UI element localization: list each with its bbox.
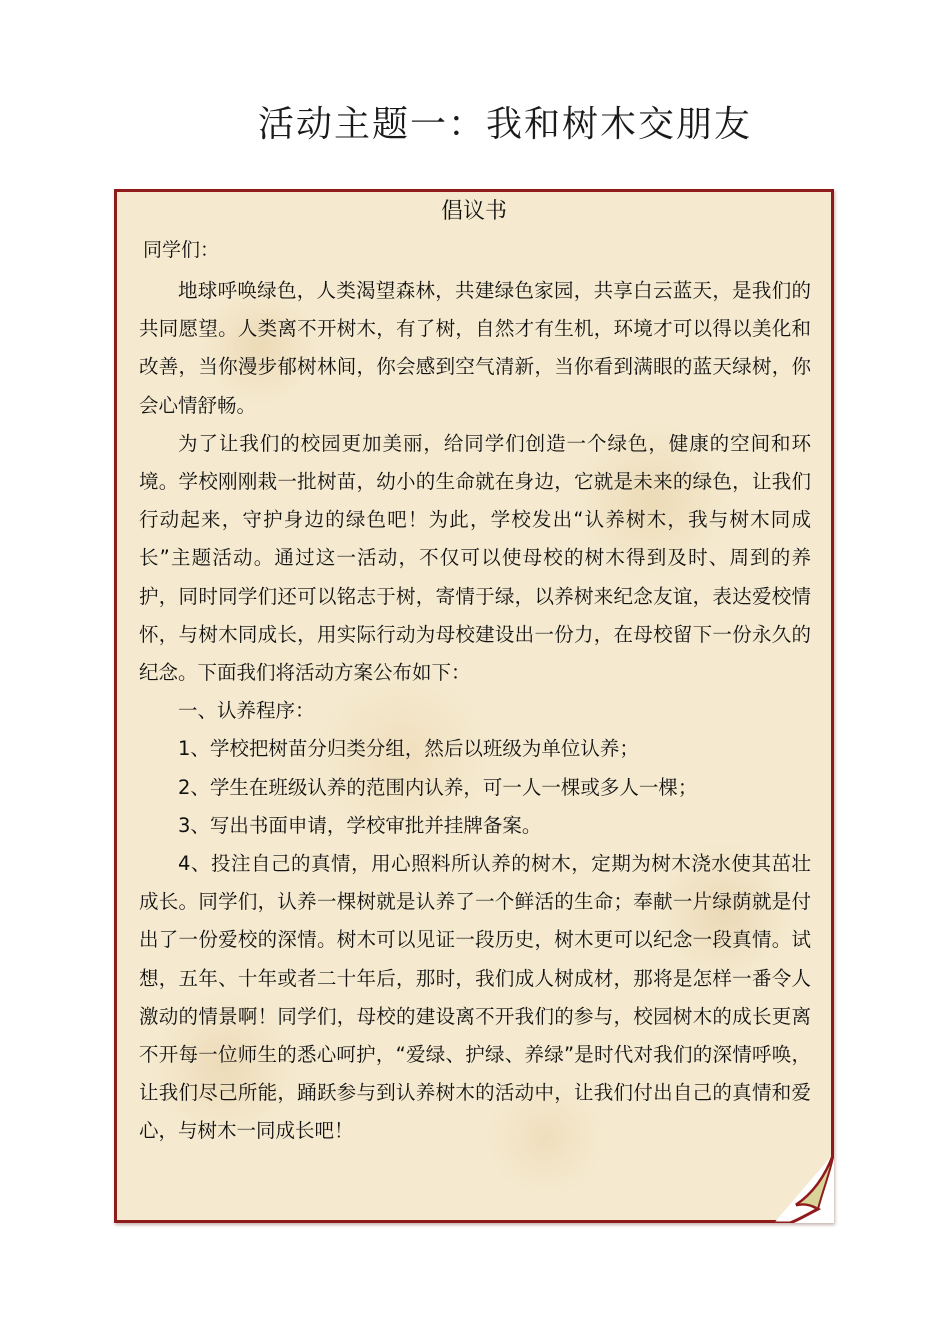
letter-salutation: 同学们：: [143, 239, 220, 261]
paragraph-step-2: 2、学生在班级认养的范围内认养，可一人一棵或多人一棵；: [178, 775, 698, 799]
paragraph-procedure-heading: 一、认养程序：: [178, 699, 315, 723]
page-curl-icon: [774, 1153, 834, 1223]
letter-body: [139, 272, 811, 1151]
page-title: 活动主题一：我和树木交朋友: [257, 104, 752, 145]
paragraph-step-4: 4、投注自己的真情，用心照料所认养的树木，定期为树木浇水使其茁壮成长。同学们，认养一棵树就是认养了一个鲜活的生命；奉献一片绿荫就是付出了一份爱校的深情。树木可以见证一段历史，树木更可以纪念一段真情。试想，五年、十年或者二十年后，那时，我们成人树成材，那将是怎样一番令人激动的情景啊！同学们，母校的建设离不开我们的参与，校园树木的成长更离不开每一位师生的悉心呵护，“爱绿、护绿、养绿”是时代对我们的深情呼唤，让我们尽己所能，踊跃参与到认养树木的活动中，让我们付出自己的真情和爱心，与树木一同成长吧！: [139, 852, 811, 1143]
paragraph-intro: 地球呼唤绿色，人类渴望森林，共建绿色家园，共享白云蓝天，是我们的共同愿望。人类离不开树木，有了树，自然才有生机，环境才可以得以美化和改善，当你漫步郁树林间，你会感到空气清新，当你看到满眼的蓝天绿树，你会心情舒畅。: [139, 279, 811, 417]
proposal-letter-card: [114, 189, 834, 1223]
paragraph-step-1: 1、学校把树苗分归类分组，然后以班级为单位认养；: [178, 737, 639, 761]
paragraph-step-3: 3、写出书面申请，学校审批并挂牌备案。: [178, 813, 542, 837]
paragraph-purpose: 为了让我们的校园更加美丽，给同学们创造一个绿色，健康的空间和环境。学校刚刚栽一批树苗，幼小的生命就在身边，它就是未来的绿色，让我们行动起来，守护身边的绿色吧！为此，学校发出“认养树木，我与树木同成长”主题活动。通过这一活动，不仅可以使母校的树木得到及时、周到的养护，同时同学们还可以铭志于树，寄情于绿，以养树来纪念友谊，表达爱校情怀，与树木同成长，用实际行动为母校建设出一份力，在母校留下一份永久的纪念。下面我们将活动方案公布如下：: [139, 431, 811, 685]
letter-heading: 倡议书: [440, 199, 507, 224]
